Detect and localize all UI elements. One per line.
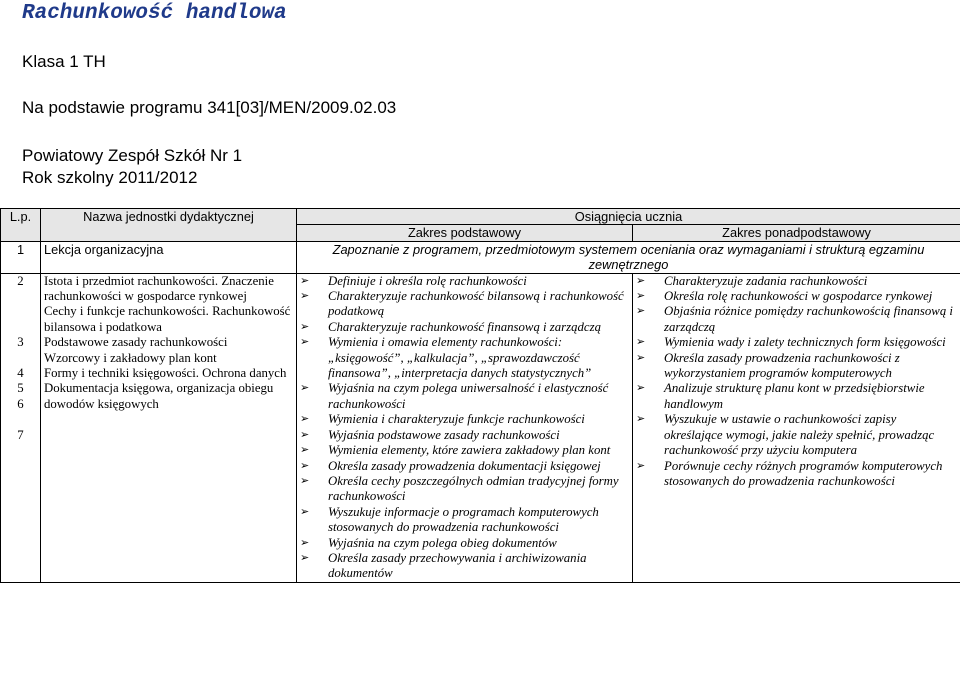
header-extended: Zakres ponadpodstawowy (633, 225, 960, 241)
unit-name: Dokumentacja księgowa, organizacja obiegu dowodów księgowych (44, 381, 274, 411)
arrow-bullet-icon: ➢ (300, 290, 310, 303)
row-number: 6 (17, 396, 24, 411)
document-title: Rachunkowość handlowa (22, 2, 287, 25)
list-item: ➢ Wymienia i omawia elementy rachunkowości: „księgowość”, „kalkulacja”, „sprawozdawczość finansowa”, „interpretacja danych statystycznych” (300, 335, 592, 381)
table-row (1, 273, 960, 582)
list-item: ➢ Wyjaśnia na czym polega uniwersalność i elastyczność rachunkowości (300, 381, 609, 411)
list-item: ➢ Charakteryzuje rachunkowość finansową i zarządczą (300, 319, 601, 334)
arrow-bullet-icon: ➢ (636, 336, 646, 349)
table-row (1, 241, 960, 273)
list-item: ➢ Porównuje cechy różnych programów komputerowych stosowanych do prowadzenia rachunkowości (636, 458, 943, 488)
unit-name: Podstawowe zasady rachunkowości (44, 335, 228, 350)
list-item: ➢ Wyjaśnia na czym polega obieg dokumentów (300, 535, 557, 550)
arrow-bullet-icon: ➢ (636, 305, 646, 318)
year-line: Rok szkolny 2011/2012 (22, 168, 198, 187)
extended-cell (633, 273, 960, 582)
unit-name: Lekcja organizacyjna (41, 241, 297, 273)
row-number: 3 (17, 335, 24, 350)
list-item: ➢ Analizuje strukturę planu kont w przedsiębiorstwie handlowym (636, 381, 925, 411)
arrow-bullet-icon: ➢ (300, 413, 310, 426)
arrow-bullet-icon: ➢ (300, 459, 310, 472)
arrow-bullet-icon: ➢ (300, 336, 310, 349)
list-item: ➢ Charakteryzuje zadania rachunkowości (636, 273, 868, 288)
row1-achievement: Zapoznanie z programem, przedmiotowym systemem oceniania oraz wymaganiami i strukturą egzaminu zewnętrznego (297, 241, 960, 273)
arrow-bullet-icon: ➢ (636, 290, 646, 303)
arrow-bullet-icon: ➢ (300, 428, 310, 441)
curriculum-table (0, 208, 960, 583)
row-number: 5 (17, 381, 24, 396)
row-number: 4 (17, 365, 24, 380)
arrow-bullet-icon: ➢ (300, 274, 310, 287)
header-unit: Nazwa jednostki dydaktycznej (41, 209, 297, 242)
arrow-bullet-icon: ➢ (636, 351, 646, 364)
unit-name: Wzorcowy i zakładowy plan kont (44, 350, 217, 365)
list-item: ➢ Wymienia elementy, które zawiera zakładowy plan kont (300, 443, 611, 458)
arrow-bullet-icon: ➢ (636, 413, 646, 426)
unit-name: Cechy i funkcje rachunkowości. Rachunkowość bilansowa i podatkowa (44, 304, 291, 334)
row-number: 7 (17, 427, 24, 442)
arrow-bullet-icon: ➢ (636, 274, 646, 287)
header-basic: Zakres podstawowy (297, 225, 633, 241)
arrow-bullet-icon: ➢ (300, 474, 310, 487)
row-number: 1 (1, 241, 41, 273)
list-item: ➢ Określa cechy poszczególnych odmian tradycyjnej formy rachunkowości (300, 473, 619, 504)
arrow-bullet-icon: ➢ (300, 536, 310, 549)
unit-name: Istota i przedmiot rachunkowości. Znaczenie rachunkowości w gospodarce rynkowej (44, 273, 274, 304)
row-number: 2 (17, 273, 24, 288)
header-achievements: Osiągnięcia ucznia (297, 209, 960, 225)
list-item: ➢ Określa zasady prowadzenia dokumentacji księgowej (300, 458, 601, 473)
arrow-bullet-icon: ➢ (300, 382, 310, 395)
arrow-bullet-icon: ➢ (300, 320, 310, 333)
basic-cell (297, 273, 633, 582)
extended-list (636, 274, 957, 490)
arrow-bullet-icon: ➢ (300, 505, 310, 518)
arrow-bullet-icon: ➢ (300, 444, 310, 457)
arrow-bullet-icon: ➢ (300, 551, 310, 564)
basic-list (300, 274, 629, 582)
units-cell (41, 273, 297, 582)
list-item: ➢ Wyszukuje w ustawie o rachunkowości zapisy określające wymogi, jakie należy spełnić, prowadząc rachunkowość przy użyciu komputera (636, 412, 935, 458)
list-item: ➢ Określa rolę rachunkowości w gospodarce rynkowej (636, 289, 933, 304)
list-item: ➢ Określa zasady przechowywania i archiwizowania dokumentów (300, 550, 587, 581)
list-item: ➢ Definiuje i określa rolę rachunkowości (300, 273, 527, 288)
list-item: ➢ Objaśnia różnice pomiędzy rachunkowością finansową i zarządczą (636, 304, 953, 334)
list-item: ➢ Określa zasady prowadzenia rachunkowości z wykorzystaniem programów komputerowych (636, 350, 900, 381)
header-lp: L.p. (1, 209, 41, 242)
list-item: ➢ Wymienia wady i zalety technicznych form księgowości (636, 335, 946, 350)
list-item: ➢ Wyszukuje informacje o programach komputerowych stosowanych do prowadzenia rachunkowości (300, 504, 599, 535)
unit-name: Formy i techniki księgowości. Ochrona danych (44, 366, 287, 381)
class-line: Klasa 1 TH (22, 52, 106, 71)
arrow-bullet-icon: ➢ (636, 459, 646, 472)
school-line: Powiatowy Zespół Szkół Nr 1 (22, 146, 243, 165)
list-item: ➢ Wyjaśnia podstawowe zasady rachunkowości (300, 427, 560, 442)
program-line: Na podstawie programu 341[03]/MEN/2009.02.03 (22, 98, 397, 117)
row-numbers-cell (1, 273, 41, 582)
list-item: ➢ Charakteryzuje rachunkowość bilansową i rachunkowość podatkową (300, 289, 624, 319)
list-item: ➢ Wymienia i charakteryzuje funkcje rachunkowości (300, 412, 585, 427)
arrow-bullet-icon: ➢ (636, 382, 646, 395)
